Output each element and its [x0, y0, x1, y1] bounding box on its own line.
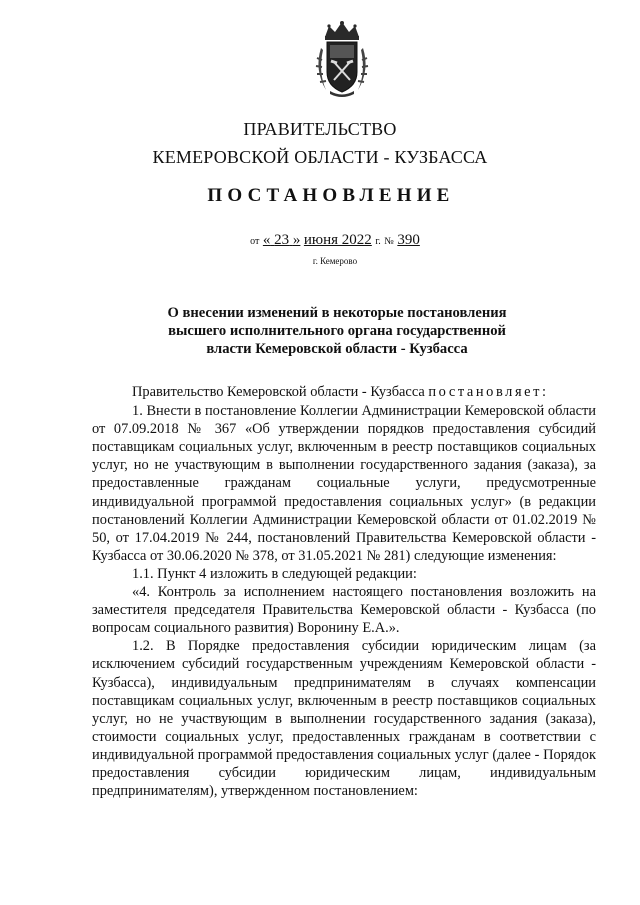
paragraph-1: 1. Внести в постановление Коллегии Администрации Кемеровской области от 07.09.2018 № 367 «Об утверждении порядков предоставления субсидий поставщикам социальных услуг, включенным в реестр поставщиков социальных услуг, но не участвующим в выполнении государственного задания (заказа), за предоставленные гражданам социальные услуги, предусмотренные индивидуальной программой предоставления социальных услуг» (в редакции постановлений Коллегии Администрации Кемеровской области от 01.02.2019 № 50, от 17.04.2019 № 244, постановлений Правительства Кемеровской области - Кузбасса от 30.06.2020 № 378, от 31.05.2021 № 281) следующие изменения:	[92, 403, 596, 564]
date-from-label: от	[250, 236, 260, 247]
document-number: 390	[397, 232, 420, 248]
intro-paragraph	[92, 383, 596, 401]
coat-of-arms-icon	[312, 20, 372, 100]
city: г. Кемерово	[312, 256, 358, 266]
date-year-suffix: г.	[375, 236, 381, 247]
number-sign: №	[384, 236, 394, 247]
government-name-line1: ПРАВИТЕЛЬСТВО	[243, 119, 397, 139]
date-day-value: 23	[274, 232, 290, 248]
title-line-2: высшего исполнительного органа государственной	[168, 323, 506, 339]
document-title	[0, 304, 640, 358]
document-body	[92, 383, 596, 800]
paragraph-1-1: 1.1. Пункт 4 изложить в следующей редакции:	[132, 565, 417, 582]
date-day	[263, 232, 301, 248]
date-month-year: июня 2022	[303, 232, 372, 248]
title-line-1: О внесении изменений в некоторые постановления	[167, 305, 507, 321]
date-line	[0, 232, 640, 249]
paragraph-1-2: 1.2. В Порядке предоставления субсидии юридическим лицам (за исключением субсидий государственным учреждениям Кемеровской области - Кузбасса), индивидуальным предпринимателям в случаях компенсации поставщикам социальных услуг, включенным в реестр поставщиков социальных услуг, но не участвующим в выполнении государственного задания (заказа), стоимости социальных услуг, предоставленных гражданам в соответствии с индивидуальной программой предоставления социальных услуг (далее - Порядок предоставления субсидии юридическим лицам, индивидуальным предпринимателям), утвержденном постановлением:	[92, 638, 596, 800]
intro-text: Правительство Кемеровской области - Кузбасса	[132, 384, 425, 400]
title-line-3: власти Кемеровской области - Кузбасса	[206, 341, 468, 357]
government-name-line2: КЕМЕРОВСКОЙ ОБЛАСТИ - КУЗБАССА	[152, 147, 488, 167]
intro-decree-word: постановляет:	[428, 384, 549, 400]
paragraph-1-1-quote: «4. Контроль за исполнением настоящего постановления возложить на заместителя председателя Правительства Кемеровской области - Кузбасса (по вопросам социального развития) Воронину Е.А.».	[92, 584, 596, 637]
quote-close: »	[292, 232, 301, 248]
document-type: ПОСТАНОВЛЕНИЕ	[207, 185, 455, 206]
quote-open: «	[262, 232, 271, 248]
